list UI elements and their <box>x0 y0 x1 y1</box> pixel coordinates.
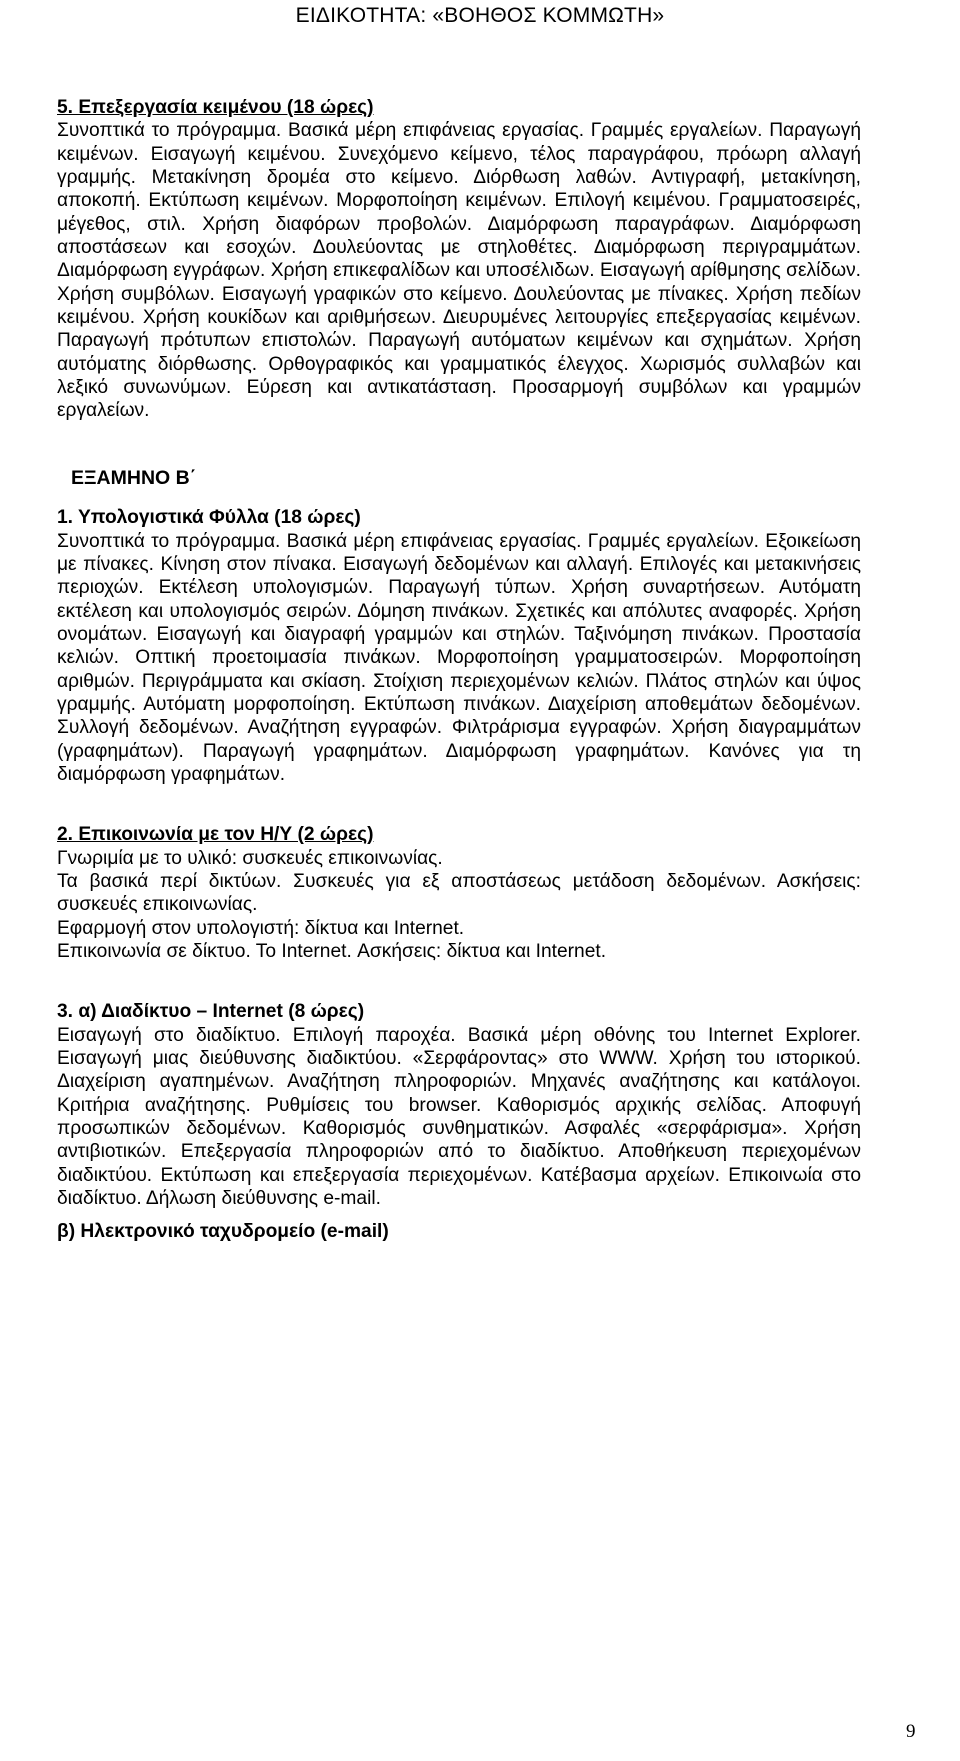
spacer <box>57 786 861 823</box>
section-1-heading: 1. Υπολογιστικά Φύλλα (18 ώρες) <box>57 507 361 529</box>
page-number: 9 <box>906 1721 916 1742</box>
section-3a-heading: 3. α) Διαδίκτυο – Internet (8 ώρες) <box>57 1001 365 1023</box>
section-2-line: Επικοινωνία σε δίκτυο. Το Internet. Ασκήσεις: δίκτυα και Internet. <box>57 941 607 962</box>
section-5-text: Συνοπτικά το πρόγραμμα. Βασικά μέρη επιφάνειας εργασίας. Γραμμές εργαλείων. Παραγωγή κειμένων. Εισαγωγή κειμένου. Συνεχόμενο κείμενο, τέλος παραγράφου, πρόωρη αλλαγή γραμμής. Μετακίνηση δρομέα στο κείμενο. Διόρθωση λαθών. Αντιγραφή, μετακίνηση, αποκοπή. Εκτύπωση κειμένων. Μορφοποίηση κειμένων. Επιλογή κειμένου. Γραμματοσειρές, μέγεθος, στιλ. Χρήση διαφόρων προβολών. Διαμόρφωση παραγράφων. Διαμόρφωση αποστάσεων και εσοχών. Δουλεύοντας με στηλοθέτες. Διαμόρφωση περιγραμμάτων. Διαμόρφωση εγγράφων. Χρήση επικεφαλίδων και υποσέλιδων. Εισαγωγή αρίθμησης σελίδων. Χρήση συμβόλων. Εισαγωγή γραφικών στο κείμενο. Δουλεύοντας με πίνακες. Χρήση πεδίων κειμένου. Χρήση κουκίδων και αριθμήσεων. Διευρυμένες λειτουργίες επεξεργασίας κειμένων. Παραγωγή πρότυπων επιστολών. Παραγωγή αυτόματων κειμένων και σχημάτων. Χρήση αυτόματης διόρθωσης. Ορθογραφικός και γραμματικός έλεγχος. Χωρισμός συλλαβών και λεξικό συνωνύμων. Εύρεση και αντικατάσταση. Προσαρμογή συμβόλων και γραμμών εργαλείων. <box>57 120 861 422</box>
section-3a-text: Εισαγωγή στο διαδίκτυο. Επιλογή παροχέα. Βασικά μέρη οθόνης του Internet Explorer. Εισαγωγή μιας διεύθυνσης διαδικτύου. «Σερφάροντας» στο WWW. Χρήση του ιστορικού. Διαχείριση αγαπημένων. Αναζήτηση πληροφοριών. Μηχανές αναζήτησης και κατάλογοι. Κριτήρια αναζήτησης. Ρυθμίσεις του browser. Καθορισμός αρχικής σελίδας. Αποφυγή προσωπικών δεδομένων. Καθορισμός συνθηματικών. Ασφαλές «σερφάρισμα». Χρήση αντιβιοτικών. Επεξεργασία πληροφοριών από το διαδίκτυο. Αποθήκευση περιεχομένων διαδικτύου. Εκτύπωση και επεξεργασία περιεχομένων. Κατέβασμα αρχείων. Επικοινωία στο διαδίκτυο. Δήλωση διεύθυνσης e-mail. <box>57 1024 861 1210</box>
section-2-line: Εφαρμογή στον υπολογιστή: δίκτυα και Internet. <box>57 917 465 939</box>
section-1-text: Συνοπτικά το πρόγραμμα. Βασικά μέρη επιφάνειας εργασίας. Γραμμές εργαλείων. Εξοικείωση με πίνακες. Κίνηση στον πίνακα. Εισαγωγή δεδομένων και αλλαγή. Επιλογές και μετακινήσεις περιοχών. Εκτέλεση υπολογισμών. Παραγωγή τύπων. Χρήση συναρτήσεων. Αυτόματη εκτέλεση και υπολογισμός σειρών. Δόμηση πινάκων. Σχετικές και απόλυτες αναφορές. Χρήση ονομάτων. Εισαγωγή και διαγραφή γραμμών και στηλών. Ταξινόμηση πινάκων. Προστασία κελιών. Οπτική προετοιμασία πινάκων. Μορφοποίηση γραμματοσειρών. Μορφοποίηση αριθμών. Περιγράμματα και σκίαση. Στοίχιση περιεχομένων κελιών. Πλάτος στηλών και ύψος γραμμής. Αυτόματη μορφοποίηση. Εκτύπωση πινάκων. Διαχείριση αποθεμάτων δεδομένων. Συλλογή δεδομένων. Αναζήτηση εγγραφών. Φιλτράρισμα εγγραφών. Χρήση διαγραμμάτων (γραφημάτων). Παραγωγή γραφημάτων. Διαμόρφωση γραφημάτων. Κανόνες για τη διαμόρφωση γραφημάτων. <box>57 530 861 785</box>
spacer <box>57 963 861 1000</box>
section-2-line: Τα βασικά περί δικτύων. Συσκευές για εξ αποστάσεως μετάδοση δεδομένων. Ασκήσεις: συσκευές επικοινωνίας. <box>57 870 861 916</box>
spacer <box>57 423 861 467</box>
document-header: ΕΙΔΙΚΟΤΗΤΑ: «ΒΟΗΘΟΣ ΚΟΜΜΩΤΗ» <box>295 4 665 27</box>
section-3b-heading: β) Ηλεκτρονικό ταχυδρομείο (e-mail) <box>57 1221 389 1243</box>
section-2-line: Γνωριμία με το υλικό: συσκευές επικοινωνίας. <box>57 847 443 869</box>
document-body <box>57 96 861 1244</box>
spacer <box>57 490 861 506</box>
spacer <box>57 1210 861 1220</box>
semester-label: ΕΞΑΜΗΝΟ Β΄ <box>71 466 197 489</box>
section-5-heading: 5. Επεξεργασία κειμένου (18 ώρες) <box>57 97 374 118</box>
section-2-heading: 2. Επικοινωνία με τον Η/Υ (2 ώρες) <box>57 824 374 846</box>
